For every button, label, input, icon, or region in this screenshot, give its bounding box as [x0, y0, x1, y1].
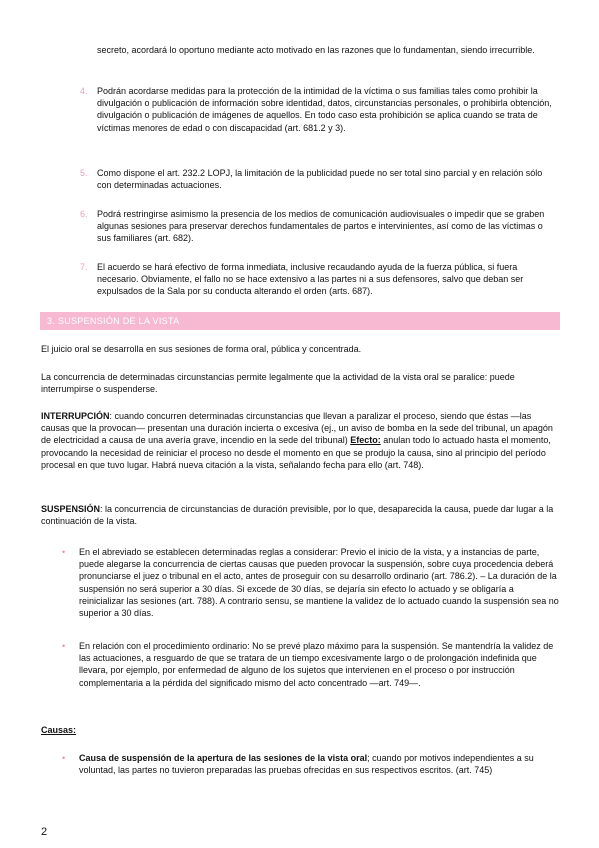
term-efecto: Efecto:	[350, 435, 381, 446]
bullet-causa-apertura	[79, 752, 560, 776]
list-item-text: Como dispone el art. 232.2 LOPJ, la limitación de la publicidad puede no ser total sino parcial y en relación sólo con determinadas actuaciones.	[97, 168, 543, 191]
bullet-icon: •	[62, 753, 66, 763]
page-number: 2	[41, 826, 48, 838]
paragraph-concurrencia: La concurrencia de determinadas circunstancias permite legalmente que la actividad de la vista oral se paralice: puede interrumpirse o suspenderse.	[41, 372, 515, 395]
efecto-text: anulan todo lo actuado hasta el momento, provocando la necesidad de reiniciar el proceso no desde el momento en que se produjo la causa, sino al principio del período procesal en que tuvo lugar. Habrá nueva citación a la vista, señalando fecha para ello (art. 748).	[41, 435, 551, 470]
list-item-text: Podrán acordarse medidas para la protección de la intimidad de la víctima o sus familias tales como prohibir la divulgación o publicación de información sobre identidad, datos, circunstancias personales, o prohibirla obtención, divulgación o publicación de imágenes de aquellos. En todo caso esta prohibición se aplica cuando se trata de víctimas menores de edad o con discapacidad (art. 681.2 y 3).	[97, 86, 552, 133]
causa-apertura-text: ; cuando por motivos independientes a su voluntad, las partes no tuvieron preparadas las pruebas ofrecidas en sus respectivos escritos. (art. 745)	[79, 753, 534, 776]
list-item-number: 7.	[80, 262, 88, 272]
interrupcion-text: : cuando concurren determinadas circunstancias que llevan a paralizar el proceso, siendo que éstas —las causas que la provocan— presentan una duración incierta o excesiva (ej., un aviso de bomba en la sede del tribunal, un apagón de electricidad a causa de una avería grave, incendio en la sede del tribunal)	[41, 411, 553, 446]
list-item-number: 4.	[80, 86, 88, 96]
section-heading-banner	[40, 312, 560, 330]
term-suspension: SUSPENSIÓN	[41, 504, 101, 514]
bullet-abreviado: En el abreviado se establecen determinadas reglas a considerar: Previo el inicio de la vista, y a instancias de parte, puede alegarse la concurrencia de ciertas causas que pueden provocar la suspensión, sobre cuya procedencia deberá pronunciarse el juez o tribunal en el acto, antes de proseguir con su desarrollo ordinario (art. 786.2). – La duración de la suspensión no será superior a 30 días. Si excede de 30 días, se dejaría sin efecto lo actuado y se obligaría a reinicializar las sesiones (art. 788). A contrario sensu, se mantiene la validez de lo actuado cuando la suspensión sea no superior a 30 días.	[79, 547, 559, 619]
causas-heading: Causas:	[41, 725, 77, 735]
section-heading: 3. SUSPENSIÓN DE LA VISTA	[47, 316, 180, 326]
suspension-text: : la concurrencia de circunstancias de duración previsible, por lo que, desaparecida la causa, puede dar lugar a la continuación de la vista.	[41, 504, 554, 527]
bullet-icon: •	[62, 547, 66, 557]
paragraph-suspension	[41, 503, 560, 527]
list-item-text: El acuerdo se hará efectivo de forma inmediata, inclusive recaudando ayuda de la fuerza pública, si fuera necesario. Obviamente, el fallo no se hace extensivo a las partes ni a sus defensores, salvo que deban ser expulsados de la Sala por su conducta alterando el orden (arts. 687).	[97, 262, 524, 297]
list-item-text: Podrá restringirse asimismo la presencia de los medios de comunicación audiovisuales o impedir que se graben algunas sesiones para preservar derechos fundamentales de partos e intervinientes, así como de las víctimas o sus familiares (art. 682).	[97, 209, 545, 244]
list-item-continuation: secreto, acordará lo oportuno mediante acto motivado en las razones que lo fundamentan, siendo irrecurrible.	[97, 45, 535, 55]
bullet-icon: •	[62, 641, 66, 651]
list-item-number: 6.	[80, 209, 88, 219]
paragraph-intro: El juicio oral se desarrolla en sus sesiones de forma oral, pública y concentrada.	[41, 344, 362, 354]
term-interrupcion: INTERRUPCIÓN	[41, 411, 110, 421]
paragraph-interrupcion	[41, 410, 560, 471]
list-item-number: 5.	[80, 168, 88, 178]
term-causa-apertura: Causa de suspensión de la apertura de las sesiones de la vista oral	[79, 753, 368, 763]
bullet-ordinario: En relación con el procedimiento ordinario: No se prevé plazo máximo para la suspensión. Se mantendría la validez de las actuaciones, a resguardo de que se tratara de un tiempo excesivamente largo o de prolongación indefinida que llevara, por ejemplo, por enfermedad de alguno de los sujetos que intervienen en el proceso o por instrucción complementaria a la pérdida del significado mismo del acto concentrado —art. 749—.	[79, 641, 554, 688]
